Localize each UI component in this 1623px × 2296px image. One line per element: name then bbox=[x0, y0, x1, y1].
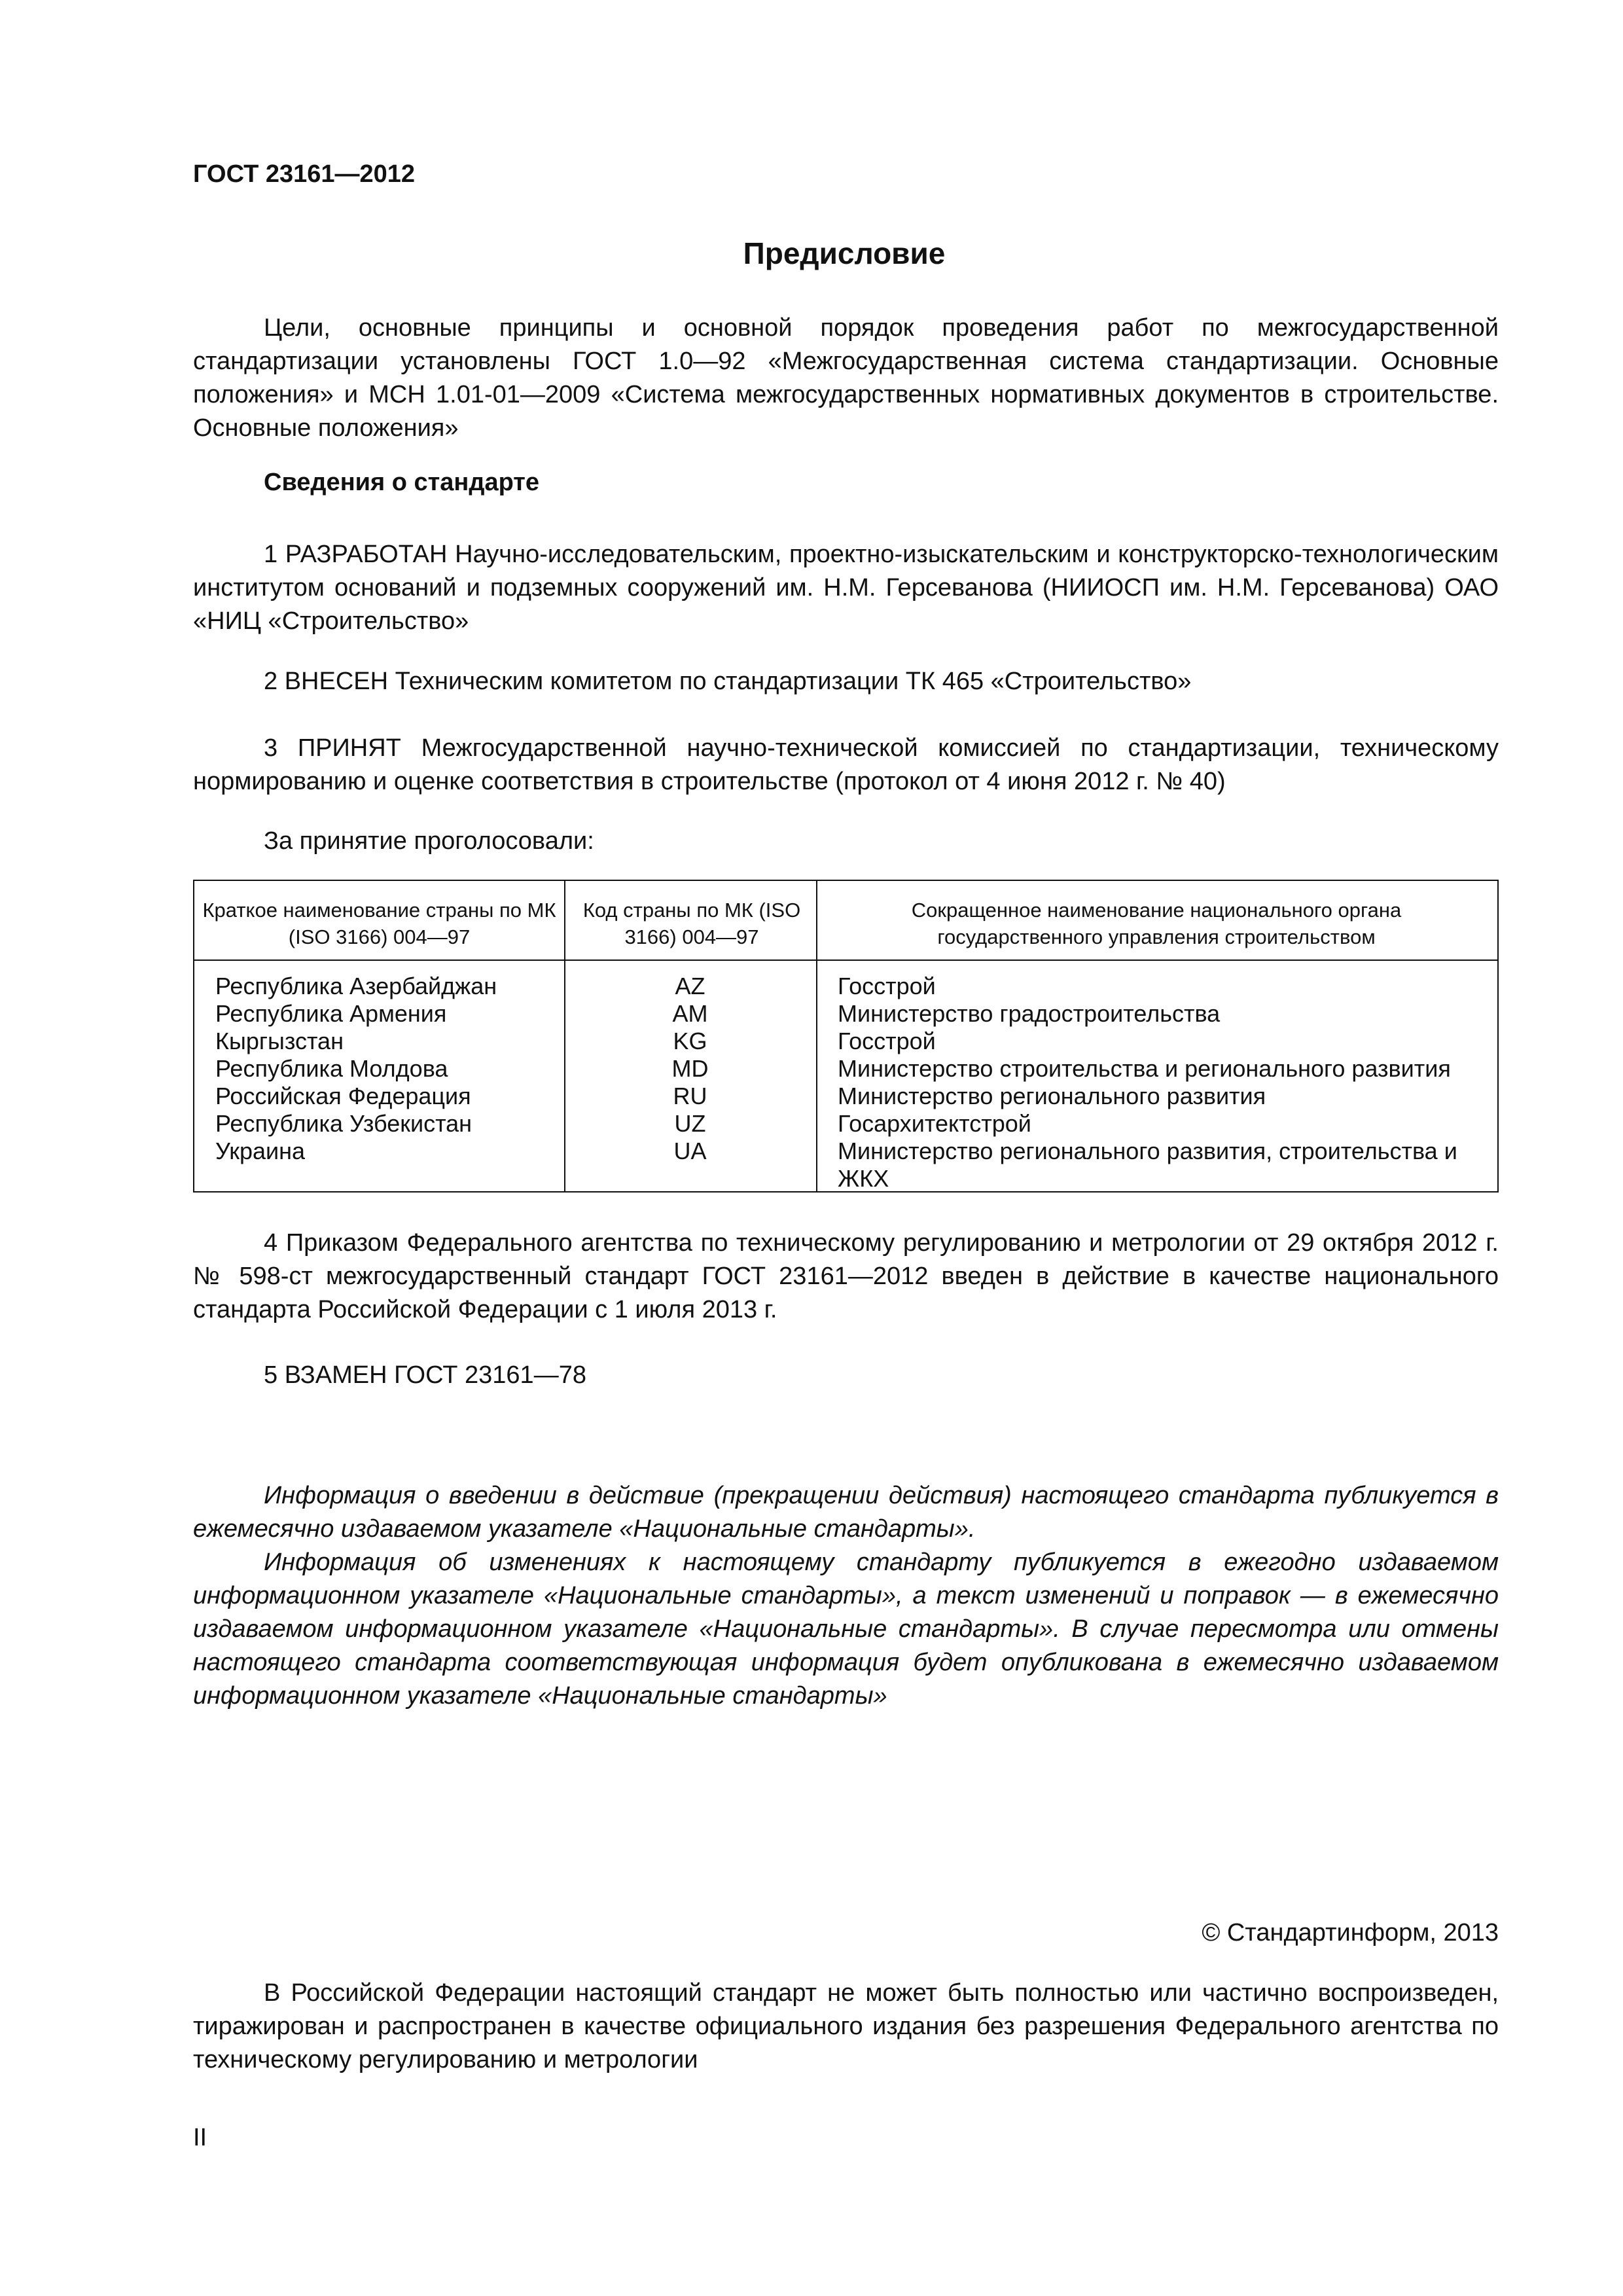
item-4 bbox=[193, 1227, 1499, 1327]
notice-paragraph: Информация о введении в действие (прекращении действия) настоящего стандарта публикуется в ежемесячно издаваемом указателе «Национальные стандарты». bbox=[193, 1482, 1499, 1543]
page-number: II bbox=[193, 2124, 207, 2151]
authority-name: Госархитектстрой bbox=[838, 1110, 1031, 1137]
country-code: MD bbox=[671, 1055, 709, 1082]
country-column bbox=[215, 973, 556, 1165]
item-paragraph: 4 Приказом Федерального агентства по техническому регулированию и метрологии от 29 октября 2012 г. № 598-ст межгосударственный стандарт ГОСТ 23161—2012 введен в действие в качестве национального стандарта Российской Федерации с 1 июля 2013 г. bbox=[193, 1229, 1499, 1323]
item-paragraph: 1 РАЗРАБОТАН Научно-исследовательским, проектно-изыскательским и конструкторско-технологическим институтом оснований и подземных сооружений им. Н.М. Герсеванова (НИИОСП им. Н.М. Герсеванова) ОАО «НИЦ «Строительство» bbox=[193, 541, 1499, 635]
authority-name: Министерство градостроительства bbox=[838, 1000, 1221, 1027]
country-code: AM bbox=[672, 1000, 708, 1027]
notice-paragraph: Информация об изменениях к настоящему стандарту публикуется в ежегодно издаваемом информационном указателе «Национальные стандарты», а текст изменений и поправок — в ежемесячно издаваемом информационном указателе «Национальные стандарты». В случае пересмотра или отмены настоящего стандарта соответствующая информация будет опубликована в ежемесячно издаваемом информационном указателе «Национальные стандарты» bbox=[193, 1549, 1499, 1710]
item-3 bbox=[193, 732, 1499, 798]
item-paragraph: 3 ПРИНЯТ Межгосударственной научно-технической комиссией по стандартизации, техническому нормированию и оценке соответствия в строительстве (протокол от 4 июня 2012 г. № 40) bbox=[193, 734, 1499, 795]
notices-section bbox=[193, 1479, 1499, 1713]
country-name: Республика Азербайджан bbox=[215, 973, 497, 999]
authority-name: Министерство регионального развития bbox=[838, 1083, 1266, 1109]
country-code: KG bbox=[673, 1028, 707, 1054]
legal-paragraph: В Российской Федерации настоящий стандарт не может быть полностью или частично воспроизведен, тиражирован и распространен в качестве официального издания без разрешения Федерального агентства по техническому регулированию и метрологии bbox=[193, 1979, 1499, 2073]
country-name: Кыргызстан bbox=[215, 1028, 344, 1054]
country-code: RU bbox=[673, 1083, 707, 1109]
header-authority: Сокращенное наименование национального органа государственного управления строительством bbox=[911, 899, 1402, 948]
country-code: UA bbox=[673, 1138, 707, 1164]
authority-name: ЖКХ bbox=[838, 1165, 889, 1192]
country-name: Украина bbox=[215, 1138, 306, 1164]
document-code-header: ГОСТ 23161—2012 bbox=[193, 160, 416, 188]
voting-table bbox=[193, 880, 1499, 1193]
country-code: AZ bbox=[675, 973, 705, 999]
authority-name: Министерство регионального развития, строительства и bbox=[838, 1138, 1457, 1164]
header-country: Краткое наименование страны по МК (ISO 3166) 004—97 bbox=[202, 899, 556, 948]
legal-section bbox=[193, 1977, 1499, 2077]
copyright-notice: © Стандартинформ, 2013 bbox=[1202, 1919, 1499, 1946]
column-divider bbox=[816, 881, 817, 1191]
country-name: Республика Армения bbox=[215, 1000, 447, 1027]
country-code: UZ bbox=[674, 1110, 706, 1137]
country-name: Российская Федерация bbox=[215, 1083, 471, 1109]
item-paragraph: 5 ВЗАМЕН ГОСТ 23161—78 bbox=[264, 1361, 586, 1389]
page-title: Предисловие bbox=[743, 236, 946, 270]
code-column bbox=[564, 973, 816, 1165]
authority-name: Министерство строительства и регионального развития bbox=[838, 1055, 1451, 1082]
item-1 bbox=[193, 538, 1499, 638]
country-name: Республика Молдова bbox=[215, 1055, 448, 1082]
header-code: Код страны по МК (ISO 3166) 004—97 bbox=[582, 899, 801, 948]
authority-name: Госстрой bbox=[838, 1028, 936, 1054]
authority-column bbox=[838, 973, 1492, 1193]
intro-paragraph: Цели, основные принципы и основной порядок проведения работ по межгосударственной стандартизации установлены ГОСТ 1.0—92 «Межгосударственная система стандартизации. Основные положения» и МСН 1.01-01—2009 «Система межгосударственных нормативных документов в строительстве. Основные положения» bbox=[193, 314, 1499, 442]
intro-section bbox=[193, 312, 1499, 445]
item-5 bbox=[193, 1359, 1499, 1392]
info-heading: Сведения о стандарте bbox=[264, 469, 540, 496]
item-2 bbox=[193, 665, 1499, 698]
authority-name: Госстрой bbox=[838, 973, 936, 999]
item-paragraph: 2 ВНЕСЕН Техническим комитетом по стандартизации ТК 465 «Строительство» bbox=[264, 668, 1192, 695]
header-divider bbox=[194, 960, 1497, 961]
vote-label: За принятие проголосовали: bbox=[264, 827, 594, 855]
country-name: Республика Узбекистан bbox=[215, 1110, 473, 1137]
